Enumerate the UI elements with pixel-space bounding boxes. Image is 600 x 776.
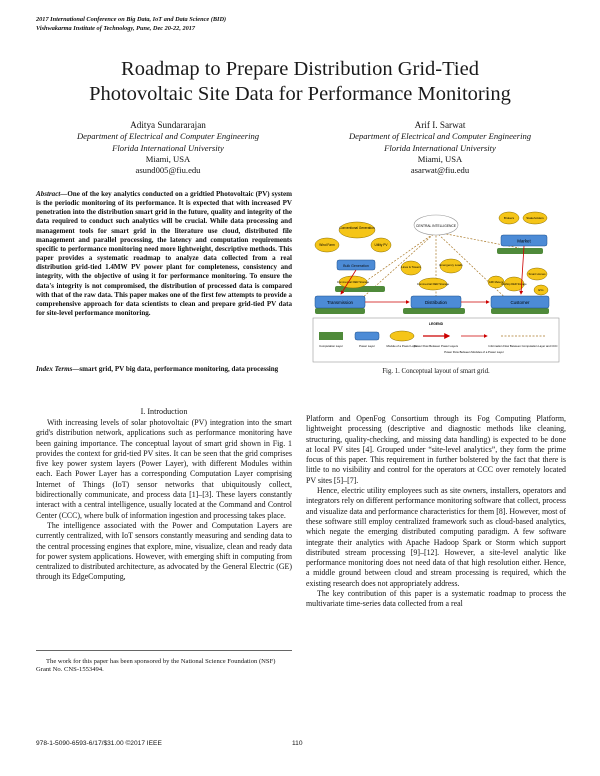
index-terms-label: Index Terms xyxy=(36,365,73,373)
node-bulk-gen: Bulk Generation xyxy=(343,264,369,268)
abstract xyxy=(36,190,292,318)
conference-header xyxy=(36,16,226,33)
author-2 xyxy=(325,120,555,176)
legend-title: LEGEND xyxy=(428,322,444,326)
author-1 xyxy=(53,120,283,176)
node-emergency-loads: Emergency Loads xyxy=(439,263,463,267)
footer-isbn: 978-1-5090-6593-6/17/$31.00 ©2017 IEEE xyxy=(36,740,162,747)
author-location: Miami, USA xyxy=(145,153,191,164)
paragraph: Platform and OpenFog Consortium through its Fog Computing Platform, lightweight processing (descriptive and diagnostic methods like cleaning, structuring, quality-checking, and missing data handling) is expected to be done at local PV sites [4]. Grouped under “site-level analytics”, they form the prime focus of this paper. This requirement in further bolstered by the fact that there is little to no visibility and control for the operators at CCC over remotely located PV sites [5]–[7]. xyxy=(306,414,566,485)
figure-caption: Fig. 1. Conceptual layout of smart grid. xyxy=(382,368,490,375)
author-location: Miami, USA xyxy=(417,153,463,164)
node-stakeholders: Stakeholders xyxy=(526,216,544,220)
paper-title xyxy=(30,57,570,107)
conference-venue: Vishwakarma Institute of Technology, Pune, Dec 20-22, 2017 xyxy=(36,24,196,32)
footnote-rule xyxy=(36,650,292,651)
node-lines-towers: Lines & Towers xyxy=(401,265,421,269)
conference-name: 2017 International Conference on Big Data, IoT and Data Science (BID) xyxy=(36,16,227,23)
node-distribution: Distribution xyxy=(425,300,447,305)
node-utility-pv: Utility PV xyxy=(374,243,388,247)
author-email: asund005@fiu.edu xyxy=(135,165,201,176)
footnote: The work for this paper has been sponsored by the National Science Foundation (NSF) Grant No. CNS-1553494. xyxy=(36,658,276,674)
title-line-2: Photovoltaic Site Data for Performance Monitoring xyxy=(89,83,511,105)
abstract-text: —One of the key analytics conducted on a gridtied Photovoltaic (PV) system is the periodic monitoring of its performance. It is expected that with increased PV penetration into the distribution smart grid in the future, quality and integrity of the data required to conduct such analytics will be crucial. While data processing and management tools for smart grid in the literature use cloud, distributed file management and parallel processing, the latency and computation requirements specific to performance monitoring need more lightweight, descriptive methods. This paper provides a systematic roadmap to analyze data collected from a real distribution grid-tied 1.4MW PV power plant for completeness, consistency and integrity, with the objective of using it for performance monitoring. To ensure the data's integrity is not compromised, the distribution of processed data is compared with that of the raw data. This paper makes one of the first few attempts to provide a comprehensive approach for data scientists to clean and prepare grid-tied PV data for site-level performance monitoring. xyxy=(36,190,292,318)
legend-label: Computation Layer xyxy=(319,344,343,348)
paragraph: With increasing levels of solar photovoltaic (PV) integration into the smart grid's distribution network, applications such as performance monitoring have been gaining importance. The conceptual layout of smart grid shown in Fig. 1 provides the context for grid-tied PV sites. It can be seen that the grid comprises five key power system layers (Power Layer), with different Modules within each. Each Power Layer has a corresponding Computation Layer comprising Internet of Things (IoT) sensor networks that ubiquitously collect, bidirectionally communicate, and process data [1]–[3]. These layers constantly interact with a central intelligence, usually located at the Command and Control Center (CCC), where bulk of information ingestion and processing takes place. xyxy=(36,418,292,520)
page-number: 110 xyxy=(292,740,303,747)
right-column-body xyxy=(306,414,566,610)
title-line-1: Roadmap to Prepare Distribution Grid-Tied xyxy=(121,58,479,80)
author-dept: Department of Electrical and Computer Engineering xyxy=(76,131,260,142)
node-ami: AMI Meters xyxy=(488,280,504,284)
node-commercial-der: Commercial DER Storage xyxy=(336,280,370,284)
section-heading: I. Introduction xyxy=(140,407,188,416)
author-dept: Department of Electrical and Computer Engineering xyxy=(348,131,532,142)
legend-label: Module of a Power Layer xyxy=(386,344,418,348)
legend-label: Power Flow Between Power Layers xyxy=(413,344,459,348)
node-evs: EVs xyxy=(538,288,544,292)
central-intelligence-label: CENTRAL INTELLIGENCE xyxy=(416,224,456,228)
node-market: Market xyxy=(517,238,531,244)
author-name: Aditya Sundararajan xyxy=(130,120,206,130)
author-univ: Florida International University xyxy=(112,142,224,153)
index-terms xyxy=(36,365,292,374)
paragraph: The key contribution of this paper is a systematic roadmap to process the multivariate time-series data collected from a real xyxy=(306,589,566,609)
node-conv-gen: Conventional Generation xyxy=(339,226,375,230)
node-smart-homes: Smart Homes xyxy=(528,272,546,276)
node-customer: Customer xyxy=(510,300,530,305)
author-email: asarwat@fiu.edu xyxy=(410,165,470,176)
paragraph: The intelligence associated with the Power and Computation Layers are currently centralized, with IoT sensors constantly measuring and sending data to the central processing engines that explore, mine, visualize, clean and ready data for power system applications. However, with emerging shift in computing from centralized to distributed architecture, as advocated by the General Electric (GE) through its EdgeComputing, xyxy=(36,520,292,582)
node-transmission: Transmission xyxy=(327,300,353,305)
author-name: Arif I. Sarwat xyxy=(414,120,466,130)
legend-label: Power Layer xyxy=(359,344,375,348)
generation-module xyxy=(315,222,391,288)
legend-label: Power Flow Between Modules of a Power Layer xyxy=(444,350,504,354)
power-flow-arrows xyxy=(341,246,524,302)
left-column-body xyxy=(36,418,292,583)
paragraph: Hence, electric utility employees such as site owners, installers, operators and integrators rely on different performance monitoring software that collect, process and visualize data and performance characteristics for them [8]. However, most of these software still employ centralized framework such as cloud-based analytics, which negate the emerging distributed computing paradigm. A few software integrate their analytics with Apache Hadoop Spark or Storm which support distributed stream processing [9]–[12]. However, a site-level analytic like performance monitoring does not need data of that high resolution either. Hence, a middle ground between cloud and stream processing is required, which the existing research does not appropriately address. xyxy=(306,486,566,588)
node-commercial-der-2: Commercial DER Storage xyxy=(416,282,450,286)
legend-label: Information Flow Between Computation Layer and CCC xyxy=(488,344,558,348)
node-brokers: Brokers xyxy=(503,216,515,220)
author-univ: Florida International University xyxy=(384,142,496,153)
node-wind-farm: Wind Farm xyxy=(319,243,335,247)
index-terms-text: —smart grid, PV big data, performance monitoring, data processing xyxy=(72,365,279,373)
abstract-label: Abstract xyxy=(36,190,61,198)
node-rooftop: Rooftop DER Storage xyxy=(501,283,527,286)
smart-grid-figure xyxy=(311,208,561,366)
